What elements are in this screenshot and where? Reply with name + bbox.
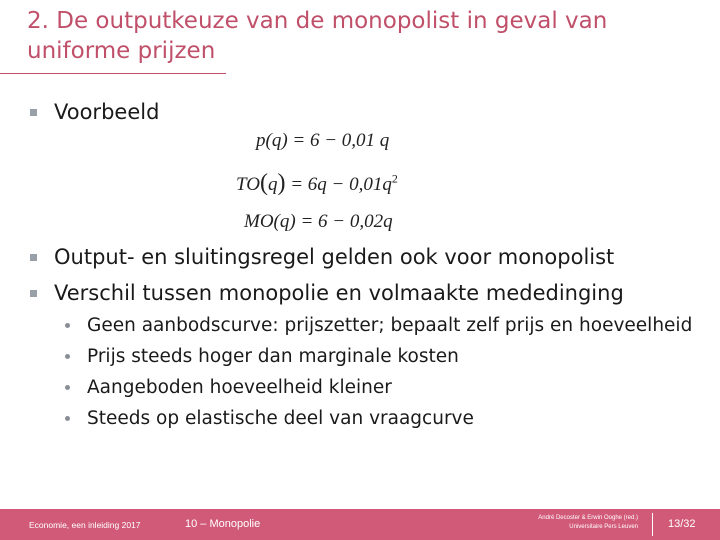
subbullet-text: Prijs steeds hoger dan marginale kosten: [87, 346, 459, 367]
formula-total-revenue: $TO(q) = 6q - 0,01q^2$: [236, 170, 398, 196]
subbullet-item: [65, 346, 459, 367]
bullet-output-rule: [30, 245, 614, 269]
footer-authors: [490, 514, 638, 532]
bullet-text: Verschil tussen monopolie en volmaakte mededinging: [54, 281, 624, 305]
formula-tr-lhs: TO: [236, 174, 260, 195]
subbullet-item: [65, 377, 392, 398]
subbullet-text: Geen aanbodscurve: prijszetter; bepaalt zelf prijs en hoeveelheid: [87, 315, 693, 336]
round-bullet-icon: [65, 416, 70, 421]
subbullet-item: [65, 315, 692, 336]
formula-demand: [256, 130, 389, 152]
formula-tr-arg: q: [267, 174, 278, 195]
footer-book-title: Economie, een inleiding 2017: [29, 520, 141, 530]
slide-footer: [0, 509, 720, 540]
square-bullet-icon: [30, 254, 37, 261]
bullet-difference: [30, 281, 624, 305]
footer-authors-line: André Decoster & Erwin Ooghe (red.): [538, 515, 638, 521]
subbullet-text: Steeds op elastische deel van vraagcurve: [87, 408, 474, 429]
bullet-text: Output- en sluitingsregel gelden ook voor monopolist: [54, 245, 615, 269]
round-bullet-icon: [65, 385, 70, 390]
formula-marginal-revenue: [244, 211, 393, 233]
subbullet-item: [65, 408, 474, 429]
title-underline: [0, 73, 226, 74]
footer-publisher-line: Universitaire Pers Leuven: [569, 524, 638, 530]
bullet-voorbeeld: [30, 100, 159, 124]
footer-chapter: 10 – Monopolie: [185, 518, 261, 530]
footer-divider: [652, 513, 653, 536]
square-bullet-icon: [30, 290, 37, 297]
formula-mr-text: MO(q) = 6 − 0,02q: [244, 211, 393, 232]
bullet-text: Voorbeeld: [54, 100, 160, 124]
formula-tr-exponent: 2: [391, 171, 398, 186]
formula-tr-rhs: = 6q − 0,01q: [290, 174, 392, 195]
subbullet-text: Aangeboden hoeveelheid kleiner: [87, 377, 392, 398]
slide-title: 2. De outputkeuze van de monopolist in geval van uniforme prijzen: [27, 8, 608, 64]
square-bullet-icon: [30, 109, 37, 116]
round-bullet-icon: [65, 323, 70, 328]
formula-demand-text: p(q) = 6 − 0,01 q: [256, 130, 390, 151]
page-number: 13/32: [668, 518, 696, 530]
round-bullet-icon: [65, 354, 70, 359]
